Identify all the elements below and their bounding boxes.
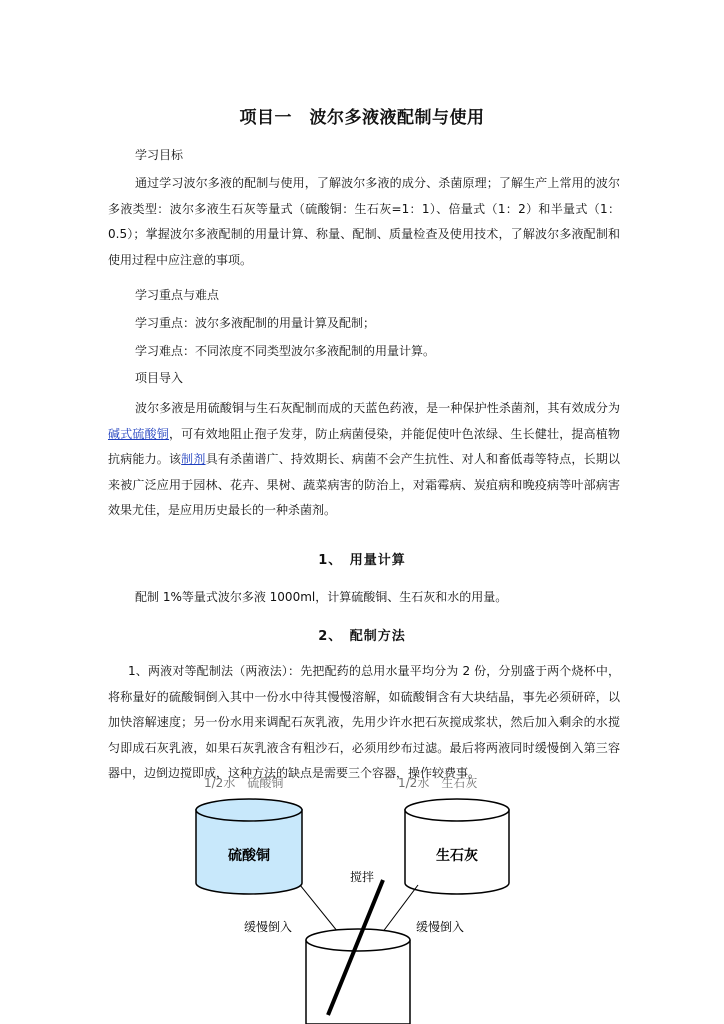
intro-text-1: 波尔多液是用硫酸铜与生石灰配制而成的天蓝色药液，是一种保护性杀菌剂，其有效成分为 — [135, 401, 620, 415]
key-point-text: 学习重点：波尔多液配制的用量计算及配制； — [135, 316, 376, 330]
difficulty-text: 学习难点：不同浓度不同类型波尔多液配制的用量计算。 — [135, 344, 436, 358]
section-label-key: 学习重点与难点 — [135, 288, 220, 302]
heading-dosage-calculation: 1、 用量计算 — [318, 553, 406, 568]
calc-paragraph: 配制 1%等量式波尔多液 1000ml，计算硫酸铜、生石灰和水的用量。 — [135, 590, 508, 604]
intro-text-2: ，可有效地阻止孢子发芽，防止病菌侵染，并能促使叶色浓绿、生长健壮，提高植物抗病能力。该 — [108, 426, 620, 466]
goal-paragraph: 通过学习波尔多液的配制与使用，了解波尔多液的成分、杀菌原理；了解生产上常用的波尔多液类型：波尔多液生石灰等量式（硫酸铜：生石灰=1：1）、倍量式（1：2）和半量式（1：0.5）；掌握波尔多液配制的用量计算、称量、配制、质量检查及使用技术，了解波尔多液配制和使用过程中应注意的事项。 — [108, 176, 620, 267]
right-top-label: 1/2水 生石灰 — [398, 776, 478, 790]
quicklime-container — [405, 799, 509, 894]
pour-left-label: 缓慢倒入 — [244, 920, 293, 934]
copper-sulfate-container — [196, 799, 302, 894]
method-paragraph: 1、两液对等配制法（两液法）：先把配药的总用水量平均分为 2 份，分别盛于两个烧杯中，将称量好的硫酸铜倒入其中一份水中待其慢慢溶解，如硫酸铜含有大块结晶，事先必须研碎，以加快溶解速度；另一份水用来调配石灰乳液，先用少许水把石灰搅成浆状，然后加入剩余的水搅匀即成石灰乳液，如果石灰乳液含有粗沙石，必须用纱布过滤。最后将两液同时缓慢倒入第三容器中，边倒边搅即成，这种方法的缺点是需要三个容器，操作较费事。 — [108, 664, 620, 780]
link-formulation[interactable]: 制剂 — [181, 452, 206, 466]
left-top-label: 1/2水 硫酸铜 — [204, 776, 284, 790]
right-container-label: 生石灰 — [436, 848, 478, 864]
stir-label: 搅拌 — [349, 870, 375, 884]
left-container-label: 硫酸铜 — [228, 848, 270, 864]
section-label-goal: 学习目标 — [135, 148, 184, 162]
section-label-intro: 项目导入 — [135, 371, 184, 385]
page-title: 项目一 波尔多液液配制与使用 — [239, 108, 485, 128]
heading-preparation-method: 2、 配制方法 — [318, 629, 406, 644]
intro-text-3: 具有杀菌谱广、持效期长、病菌不会产生抗性、对人和畜低毒等特点，长期以来被广泛应用于园林、花卉、果树、蔬菜病害的防治上，对霜霉病、炭疽病和晚疫病等叶部病害效果尤佳，是应用历史最长的一种杀菌剂。 — [108, 452, 620, 517]
pour-right-label: 缓慢倒入 — [416, 920, 465, 934]
link-basic-copper-sulfate[interactable]: 碱式硫酸铜 — [108, 426, 169, 441]
